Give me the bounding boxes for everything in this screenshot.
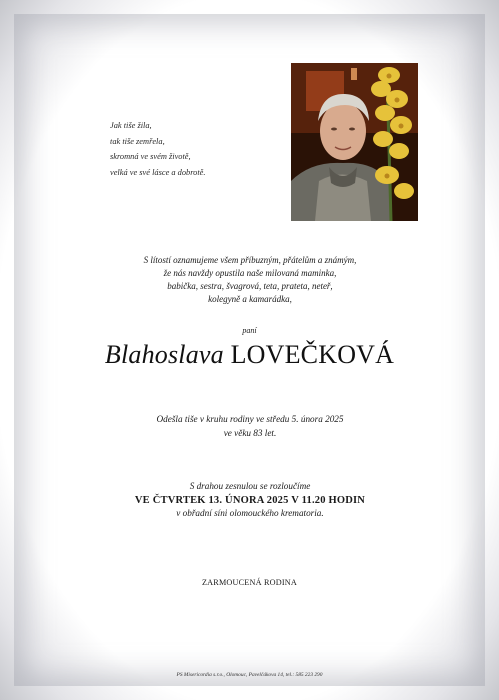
poem-line: Jak tiše žila, (110, 121, 152, 130)
first-name: Blahoslava (104, 340, 224, 369)
poem-line: tak tiše zemřela, (110, 136, 165, 146)
departure-line: ve věku 83 let. (223, 428, 277, 438)
poem (110, 118, 280, 180)
announcement-line: S lítostí oznamujeme všem příbuzným, přátelům a známým, (143, 255, 357, 265)
poem-line: skromná ve svém životě, (110, 152, 191, 162)
announcement-line: že nás navždy opustila naše milovaná maminka, (163, 268, 337, 278)
announcement-line: babička, sestra, švagrová, teta, prateta, neteř, (167, 281, 333, 291)
farewell-info (60, 480, 440, 521)
portrait-photo (291, 63, 418, 221)
announcement (90, 254, 410, 306)
farewell-datetime: VE ČTVRTEK 13. ÚNORA 2025 V 11.20 HODIN (134, 494, 366, 506)
title-prefix: paní (242, 326, 257, 335)
poem-line: velká ve své lásce a dobrotě. (110, 167, 206, 177)
announcement-line: kolegyně a kamarádka, (208, 294, 292, 304)
farewell-place: v obřadní síni olomouckého krematoria. (176, 508, 324, 518)
departure-notice (80, 412, 420, 440)
footer-credit: PS Misericordia s.r.o., Olomouc, Pavelčákova 14, tel.: 585 223 290 (176, 672, 323, 678)
farewell-intro: S drahou zesnulou se rozloučíme (189, 481, 311, 491)
deceased-name (0, 340, 499, 370)
signature: ZARMOUCENÁ RODINA (201, 578, 298, 587)
surname: LOVEČKOVÁ (230, 340, 395, 369)
departure-line: Odešla tiše v kruhu rodiny ve středu 5. února 2025 (156, 414, 344, 424)
